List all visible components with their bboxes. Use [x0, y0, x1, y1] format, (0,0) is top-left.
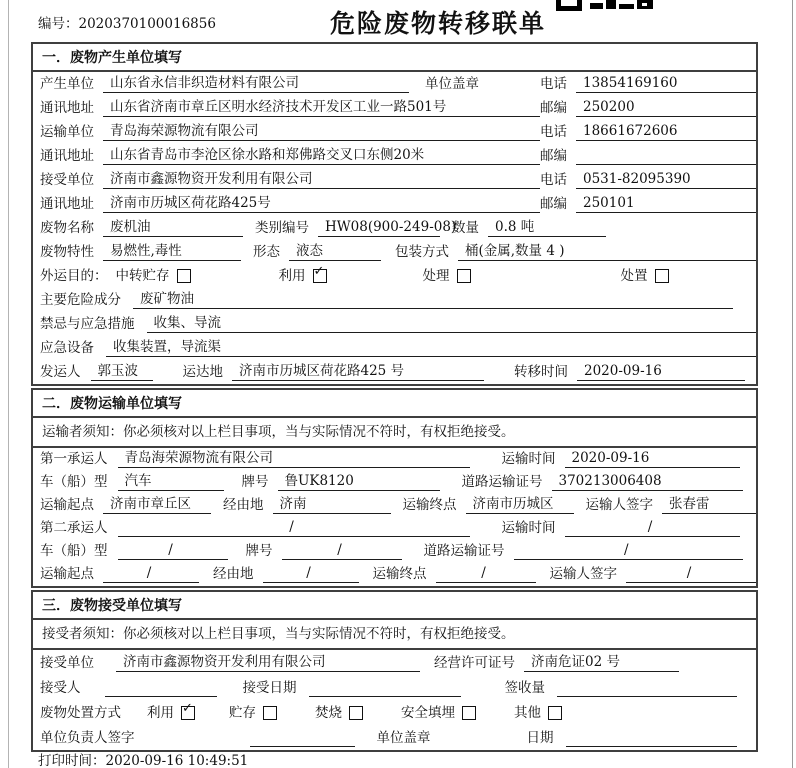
date-label: 日期: [526, 730, 554, 746]
section-receiver: [31, 590, 758, 752]
receive-phone-label: 电话: [540, 172, 567, 188]
receiver-unit-row: [33, 650, 756, 675]
disposal-other-label: 其他: [514, 705, 541, 721]
transport-unit-label: 运输单位: [40, 124, 94, 140]
emergency-equip-label: 应急设备: [40, 340, 94, 356]
qr-block: [642, 3, 647, 6]
sign2-label: 运输人签字: [549, 566, 617, 582]
emergency-equip-value: 收集装置，导流渠: [106, 339, 756, 357]
transport-phone-value: 18661672606: [576, 123, 756, 141]
receive-address-value: 济南市历城区荷花路425号: [103, 195, 540, 213]
packing-label: 包装方式: [395, 244, 449, 260]
disposal-burn-checkbox: [349, 706, 363, 720]
qr-block: [556, 0, 582, 11]
receiver-person-label: 接受人: [40, 680, 81, 696]
road-no2-label: 道路运输证号: [423, 543, 505, 559]
purpose-option-transfer-label: 中转贮存: [115, 268, 170, 284]
carrier1-value: 青岛海荣源物流有限公司: [118, 450, 470, 468]
purpose-dispose-checkbox: [655, 269, 669, 283]
receiver-person-value: [105, 680, 217, 697]
shipper-label: 发运人: [40, 364, 81, 380]
producer-address-row: [33, 96, 756, 120]
receiver-seal-label: 单位盖章: [376, 730, 431, 746]
shipper-row: [33, 360, 756, 384]
destination-label: 运达地: [182, 364, 223, 380]
disposal-row: [33, 700, 756, 725]
end2-label: 运输终点: [372, 566, 427, 582]
waste-character-label: 废物特性: [40, 244, 94, 260]
origin1-label: 运输起点: [40, 497, 94, 513]
qr-block: [590, 3, 603, 9]
disposal-label: 废物处置方式: [40, 705, 121, 721]
doc-number-value: 2020370100016856: [78, 16, 216, 32]
waste-character-row: [33, 240, 756, 264]
purpose-option-treat-label: 处理: [422, 268, 450, 284]
carrier1-row: [33, 448, 756, 471]
receive-date-value: [309, 680, 461, 697]
shipper-value: 郭玉波: [91, 363, 153, 381]
disposal-store-label: 贮存: [229, 705, 256, 721]
disposal-use-label: 利用: [147, 705, 174, 721]
receive-date-label: 接受日期: [242, 680, 297, 696]
end1-value: 济南市历城区: [466, 496, 574, 514]
leader-sign-label: 单位负责人签字: [40, 730, 135, 746]
receiver-person-row: [33, 675, 756, 700]
section-producer-title: 一．废物产生单位填写: [33, 44, 756, 72]
receive-zip-value: 250101: [576, 195, 756, 213]
print-time-value: 2020-09-16 10:49:51: [105, 753, 249, 768]
waste-name-value: 废机油: [103, 219, 243, 237]
qr-block: [606, 0, 616, 9]
plate1-label: 牌号: [241, 474, 269, 490]
vehicle2-value: /: [118, 542, 228, 560]
section-producer: [31, 42, 758, 386]
plate2-value: /: [282, 542, 402, 560]
carrier2-label: 第二承运人: [40, 520, 108, 536]
purpose-row: [33, 264, 756, 288]
leader-sign-value: [250, 730, 355, 747]
receiver-unit-label: 接受单位: [40, 655, 94, 671]
road-no1-label: 道路运输证号: [461, 474, 543, 490]
category-no-label: 类别编号: [255, 220, 309, 236]
purpose-option-dispose-label: 处置: [620, 268, 648, 284]
transport-time2-label: 运输时间: [501, 520, 556, 536]
transport-zip-label: 邮编: [540, 148, 567, 164]
receive-unit-label: 接受单位: [40, 172, 94, 188]
producer-address-value: 山东省济南市章丘区明水经济技术开发区工业一路501号: [103, 99, 540, 117]
route2-row: [33, 563, 756, 586]
print-time: [38, 749, 248, 768]
taboo-measures-label: 禁忌与应急措施: [40, 316, 135, 332]
via2-value: /: [263, 565, 359, 583]
transport-notice: 运输者须知：你必须核对以上栏目事项，当与实际情况不符时，有权拒绝接受。: [33, 418, 756, 448]
receive-address-row: [33, 192, 756, 216]
vehicle2-label: 车（船）型: [40, 543, 108, 559]
date-value: [566, 730, 738, 747]
quantity-value: 0.8 吨: [488, 219, 606, 237]
route1-row: [33, 494, 756, 517]
receive-unit-value: 济南市鑫源物资开发利用有限公司: [103, 171, 540, 189]
form-state-label: 形态: [253, 244, 280, 260]
disposal-landfill-checkbox: [462, 706, 476, 720]
taboo-measures-row: [33, 312, 756, 336]
road-no1-value: 370213006408: [552, 473, 744, 491]
form-state-value: 液态: [289, 243, 381, 261]
producer-unit-row: [33, 72, 756, 96]
purpose-treat-checkbox: [457, 269, 471, 283]
destination-value: 济南市历城区荷花路425 号: [232, 363, 484, 381]
leader-sign-row: [33, 725, 756, 750]
end1-label: 运输终点: [402, 497, 457, 513]
doc-number: [38, 12, 216, 32]
carrier2-value: /: [118, 519, 470, 537]
producer-zip-value: 250200: [576, 99, 756, 117]
section-transport-title: 二．废物运输单位填写: [33, 390, 756, 418]
plate1-value: 鲁UK8120: [278, 473, 440, 491]
manifest-form: [31, 42, 758, 752]
transport-unit-value: 青岛海荣源物流有限公司: [103, 123, 540, 141]
origin2-label: 运输起点: [40, 566, 94, 582]
print-time-label: 打印时间：: [38, 753, 106, 768]
transfer-time-label: 转移时间: [514, 364, 568, 380]
disposal-use-checkbox: [181, 701, 195, 720]
receive-address-label: 通讯地址: [40, 196, 94, 212]
disposal-burn-label: 焚烧: [315, 705, 342, 721]
producer-unit-value: 山东省永信非织造材料有限公司: [103, 75, 409, 93]
carrier1-label: 第一承运人: [40, 451, 108, 467]
transfer-time-value: 2020-09-16: [577, 363, 745, 381]
main-hazard-value: 废矿物油: [133, 291, 733, 309]
main-hazard-row: [33, 288, 756, 312]
sign1-value: 张春雷: [662, 496, 756, 514]
purpose-label: 外运目的：: [40, 268, 108, 284]
license-no-label: 经营许可证号: [434, 655, 515, 671]
sign1-label: 运输人签字: [585, 497, 653, 513]
taboo-measures-value: 收集、导流: [147, 315, 757, 333]
plate2-label: 牌号: [245, 543, 273, 559]
producer-address-label: 通讯地址: [40, 100, 94, 116]
unit-seal-label: 单位盖章: [425, 76, 479, 92]
waste-name-row: [33, 216, 756, 240]
transport-address-value: 山东省青岛市李沧区徐水路和郑佛路交叉口东侧20米: [103, 147, 540, 165]
transport-time2-value: /: [565, 519, 740, 537]
page-title: 危险废物转移联单: [330, 10, 547, 38]
transport-address-row: [33, 144, 756, 168]
road-no2-value: /: [514, 542, 744, 560]
via2-label: 经由地: [213, 566, 254, 582]
page-left-edge: [8, 0, 9, 768]
via1-label: 经由地: [223, 497, 264, 513]
vehicle2-row: [33, 540, 756, 563]
waste-name-label: 废物名称: [40, 220, 94, 236]
checkmark: ✓: [182, 701, 193, 716]
producer-unit-label: 产生单位: [40, 76, 94, 92]
signed-qty-label: 签收量: [504, 680, 545, 696]
page-right-edge: [792, 0, 793, 768]
vehicle1-value: 汽车: [118, 473, 224, 491]
disposal-landfill-label: 安全填埋: [401, 705, 455, 721]
transport-zip-value: [576, 148, 756, 165]
receive-unit-row: [33, 168, 756, 192]
producer-phone-value: 13854169160: [576, 75, 756, 93]
purpose-option-use-label: 利用: [278, 268, 306, 284]
purpose-transfer-checkbox: [177, 269, 191, 283]
quantity-label: 数量: [452, 220, 479, 236]
waste-character-value: 易燃性,毒性: [103, 243, 241, 261]
purpose-use-checkbox: [313, 264, 327, 283]
vehicle1-label: 车（船）型: [40, 474, 108, 490]
receiver-unit-value: 济南市鑫源物资开发利用有限公司: [116, 654, 420, 672]
end2-value: /: [436, 565, 536, 583]
signed-qty-value: [557, 680, 737, 697]
disposal-store-checkbox: [263, 706, 277, 720]
producer-phone-label: 电话: [540, 76, 567, 92]
transport-time1-label: 运输时间: [501, 451, 556, 467]
vehicle1-row: [33, 471, 756, 494]
receive-phone-value: 0531-82095390: [576, 171, 756, 189]
producer-zip-label: 邮编: [540, 100, 567, 116]
transport-time1-value: 2020-09-16: [565, 450, 740, 468]
origin2-value: /: [103, 565, 199, 583]
transport-address-label: 通讯地址: [40, 148, 94, 164]
carrier2-row: [33, 517, 756, 540]
receive-zip-label: 邮编: [540, 196, 567, 212]
section-receiver-title: 三．废物接受单位填写: [33, 592, 756, 620]
transport-phone-label: 电话: [540, 124, 567, 140]
receiver-notice: 接受者须知：你必须核对以上栏目事项，当与实际情况不符时，有权拒绝接受。: [33, 620, 756, 650]
via1-value: 济南: [273, 496, 391, 514]
license-no-value: 济南危证02 号: [524, 654, 679, 672]
origin1-value: 济南市章丘区: [103, 496, 211, 514]
category-no-value: HW08(900-249-08): [318, 219, 440, 237]
section-transport: [31, 388, 758, 588]
qr-block: [619, 4, 634, 9]
sign2-value: /: [626, 565, 756, 583]
disposal-other-checkbox: [548, 706, 562, 720]
transport-unit-row: [33, 120, 756, 144]
emergency-equip-row: [33, 336, 756, 360]
checkmark: ✓: [313, 264, 325, 279]
packing-value: 桶(金属,数量 4 ): [458, 243, 756, 261]
doc-number-label: 编号：: [38, 16, 79, 32]
qr-code-fragment-icon: [556, 0, 656, 9]
main-hazard-label: 主要危险成分: [40, 292, 121, 308]
